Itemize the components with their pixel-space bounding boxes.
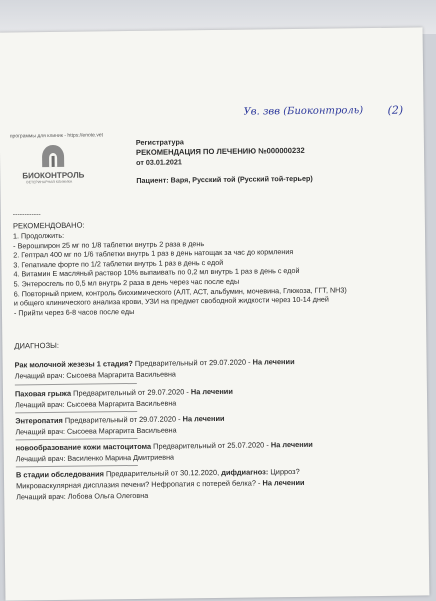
diagnosis-row	[16, 440, 313, 453]
diagnoses-heading: ДИАГНОЗЫ:	[14, 340, 60, 351]
diagnosis-doctor: Лечащий врач: Сысоева Маргарита Васильевна	[14, 369, 176, 381]
list-item: и общего клинического анализа крови, УЗИ на предмет свободной жидкости через 10-14 дней	[13, 294, 329, 308]
diagnosis-row-continued	[16, 478, 305, 491]
list-item: 4. Витамин Е масляный раствор 10% выпаивать по 0,2 мл внутрь 1 раз в день с едой	[13, 266, 300, 279]
diagnosis-row	[15, 357, 295, 369]
list-item: - Верошпирон 25 мг по 1/8 таблетки внутрь 2 раза в день	[13, 238, 205, 251]
diagnosis-status: Предварительный от 29.07.2020 -	[71, 387, 191, 398]
diagnosis-doctor: Лечащий врач: Сысоева Маргарита Васильевна	[15, 398, 177, 410]
diagnosis-state: На лечении	[262, 477, 305, 488]
diagnosis-state: На лечении	[252, 357, 295, 367]
diagnosis-status: Предварительный от 30.12.2020,	[103, 467, 222, 479]
diagnosis-doctor: Лечащий врач: Лобова Ольга Олеговна	[16, 490, 149, 502]
logo-tagline: ВЕТЕРИНАРНАЯ КЛИНИКА	[26, 179, 73, 185]
logo-name: БИОКОНТРОЛЬ	[22, 170, 85, 181]
divider	[16, 438, 138, 440]
diagnosis-state: На лечении	[190, 386, 233, 397]
diagnosis-status: Предварительный от 29.07.2020 -	[62, 414, 183, 425]
diagnosis-status: Предварительный от 25.07.2020 -	[151, 440, 271, 451]
diagnosis-doctor: Лечащий врач: Василенко Марина Дмитриевна	[15, 452, 175, 464]
diagnosis-name: Паховая грыжа	[14, 388, 72, 399]
recommend-list	[13, 227, 347, 317]
list-item: 5. Энтеросгель по 0,5 мл внутрь 2 раза в день через час после еды	[13, 276, 240, 289]
diagnosis-name: Рак молочной жезезы 1 стадия?	[14, 358, 133, 370]
diagnosis-doctor: Лечащий врач: Сысоева Маргарита Васильевна	[15, 425, 177, 437]
handwritten-note: Ув. звв (Биоконтроль)	[243, 105, 364, 118]
document-page	[0, 27, 429, 600]
diagnosis-differential: Цирроз?	[268, 466, 300, 477]
handwritten-number: (2)	[387, 103, 404, 117]
programs-link[interactable]: программы для клиник - https://enote.vet	[9, 132, 104, 140]
biokontrol-logo-icon	[38, 143, 68, 169]
divider	[15, 383, 137, 385]
diagnosis-row	[15, 414, 224, 426]
separator-dashes: ------------	[12, 211, 41, 219]
patient-line: Пациент: Варя, Русский той (Русский той-терьер)	[136, 173, 313, 185]
diagnosis-status: Предварительный от 29.07.2020 -	[132, 357, 253, 368]
list-item: 1. Продолжить:	[12, 230, 65, 241]
document-date: от 03.01.2021	[136, 157, 182, 167]
document-title: РЕКОМЕНДАЦИЯ ПО ЛЕЧЕНИЮ №000000232	[135, 145, 305, 157]
diagnosis-differential-label: дифдиагноз:	[221, 467, 269, 477]
diagnosis-name: новообразование кожи мастоцитома	[15, 441, 152, 453]
org-name: Регистратура	[135, 137, 184, 147]
list-item: 2. Гептрал 400 мг по 1/6 таблетки внутрь 1 раз в день натощак за час до кормления	[13, 247, 294, 260]
list-item: - Прийти через 6-8 часов после еды	[13, 306, 135, 318]
list-item: 3. Гепатиале форте по 1/2 таблетки внутрь 1 раз в день с едой	[13, 257, 224, 270]
list-item: 6. Повторный прием, контроль биохимического (АЛТ, АСТ, альбумин, мочевина, Глюкоза, ГГТ, NH3)	[13, 284, 347, 299]
diagnosis-name: Энтеропатия	[15, 415, 63, 426]
diagnosis-row	[15, 387, 233, 399]
recommend-heading: РЕКОМЕНДОВАНО:	[12, 220, 85, 231]
divider	[16, 465, 138, 467]
diagnosis-name: В стадии обследования	[15, 469, 104, 480]
diagnosis-state: На лечении	[270, 439, 313, 450]
diagnosis-differential-more: Микроваскулярная дисплазия печени? Нефропатия с потерей белка? -	[16, 478, 263, 491]
diagnosis-state: На лечении	[182, 413, 225, 424]
divider	[15, 411, 137, 413]
